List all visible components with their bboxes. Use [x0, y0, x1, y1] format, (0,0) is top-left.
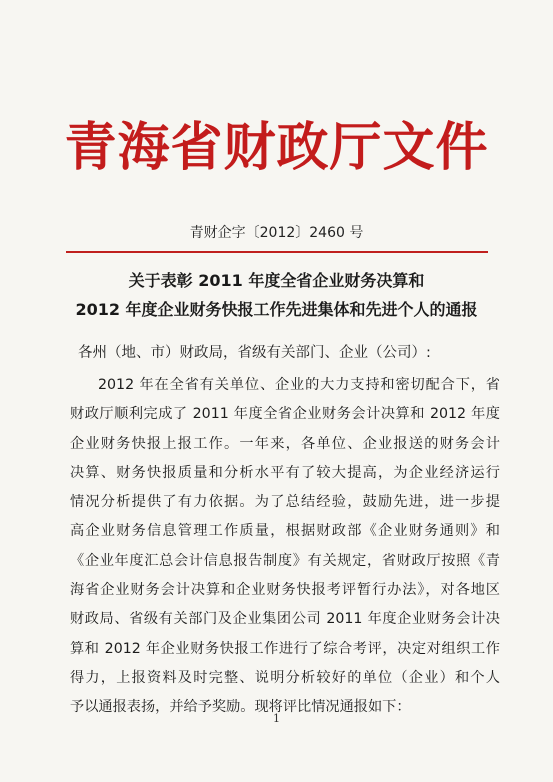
document-number: 青财企字〔2012〕2460 号: [189, 225, 364, 241]
recipients-line: 各州（地、市）财政局，省级有关部门、企业（公司）:: [78, 345, 431, 361]
body-line: 情况分析提供了有力依据。为了总结经验，鼓励先进，进一步提: [70, 494, 500, 511]
header-divider: [66, 251, 488, 253]
body-line: 2012 年在全省有关单位、企业的大力支持和密切配合下，省: [98, 377, 500, 393]
body-line: 得力，上报资料及时完整、说明分析较好的单位（企业）和个人: [70, 669, 500, 686]
document-header-title: 青海省财政厅文件: [64, 117, 489, 178]
body-line: 财政局、省级有关部门及企业集团公司 2011 年度企业财务会计决: [70, 611, 500, 628]
notice-title-line-2: 2012 年度企业财务快报工作先进集体和先进个人的通报: [75, 300, 478, 319]
body-line: 《企业年度汇总会计信息报告制度》有关规定，省财政厅按照《青: [70, 552, 500, 569]
page-number: 1: [273, 712, 280, 725]
body-line: 海省企业财务会计决算和企业财务快报考评暂行办法》，对各地区: [70, 582, 500, 599]
body-line: 高企业财务信息管理工作质量，根据财政部《企业财务通则》和: [70, 523, 500, 540]
body-line: 企业财务快报上报工作。一年来，各单位、企业报送的财务会计: [70, 435, 500, 452]
body-line: 财政厅顺利完成了 2011 年度全省企业财务会计决算和 2012 年度: [70, 406, 500, 423]
notice-title-line-1: 关于表彰 2011 年度全省企业财务决算和: [128, 271, 425, 290]
body-line: 算和 2012 年企业财务快报工作进行了综合考评，决定对组织工作: [70, 640, 500, 657]
body-paragraph: [70, 371, 500, 723]
body-line: 决算、财务快报质量和分析水平有了较大提高，为企业经济运行: [70, 464, 500, 481]
body-line: 予以通报表扬，并给予奖励。现将评比情况通报如下：: [70, 699, 411, 716]
